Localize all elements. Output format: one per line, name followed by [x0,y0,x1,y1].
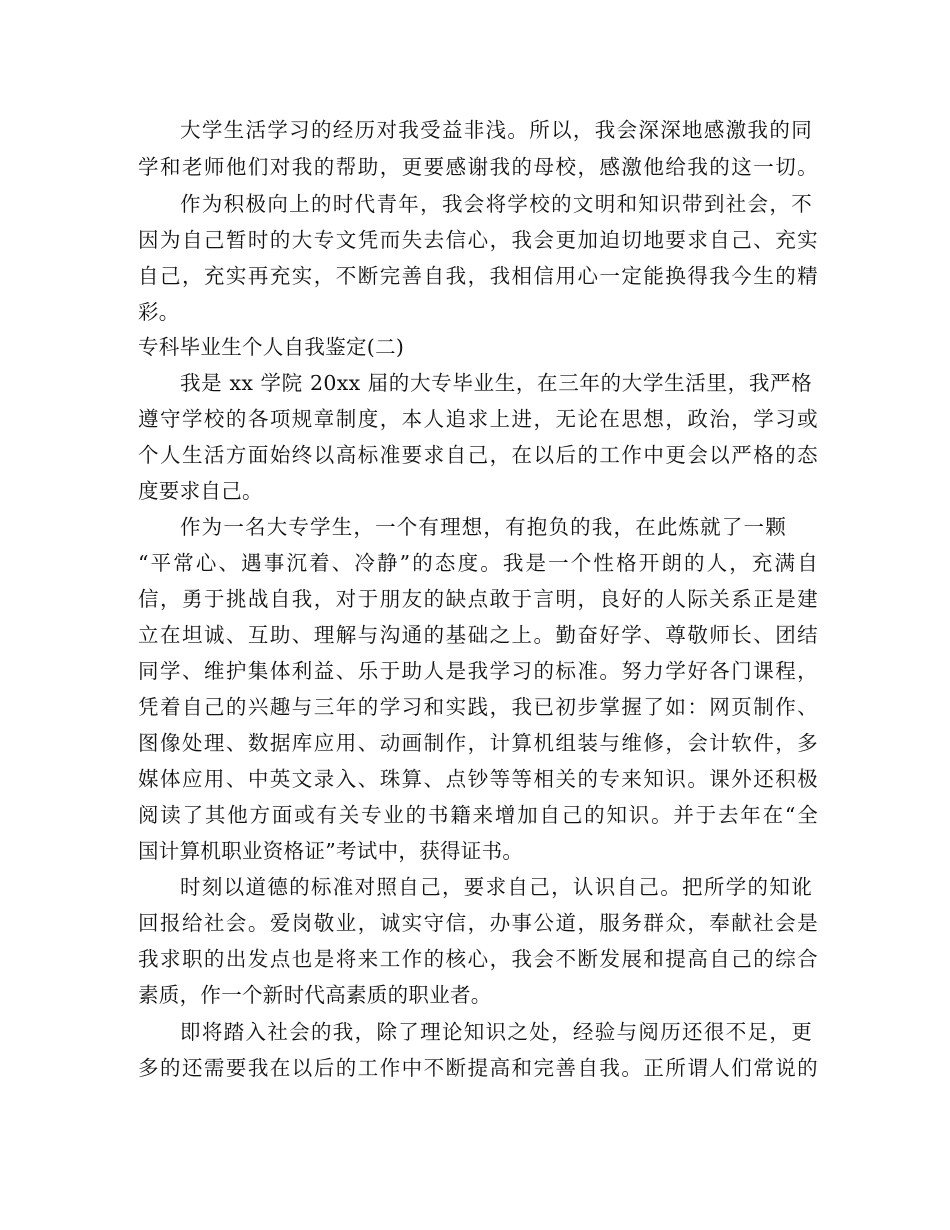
text-line: 作为积极向上的时代青年，我会将学校的文明和知识带到社会，不 [180,192,812,216]
text-line: 立在坦诚、互助、理解与沟通的基础之上。勤奋好学、尊敬师长、团结 [138,623,818,647]
text-line: 彩。 [138,300,180,324]
text-line: 同学、维护集体利益、乐于助人是我学习的标准。努力学好各门课程， [138,659,818,683]
text-line: 个人生活方面始终以高标准要求自己，在以后的工作中更会以严格的态 [138,443,818,467]
text-line: 阅读了其他方面或有关专业的书籍来增加自己的知识。并于去年在“全 [138,803,818,827]
text-line: 学和老师他们对我的帮助，更要感谢我的母校，感激他给我的这一切。 [138,155,818,179]
text-line: 多的还需要我在以后的工作中不断提高和完善自我。正所谓人们常说的 [138,1056,818,1080]
text-line: 大学生活学习的经历对我受益非浅。所以，我会深深地感激我的同 [180,118,812,142]
text-line: 回报给社会。爱岗敬业，诚实守信，办事公道，服务群众，奉献社会是 [138,911,818,935]
text-line: 我求职的出发点也是将来工作的核心，我会不断发展和提高自己的综合 [138,947,818,971]
text-line: 素质，作一个新时代高素质的职业者。 [138,983,492,1007]
text-line: 图像处理、数据库应用、动画制作，计算机组装与维修，会计软件，多 [138,731,818,755]
text-line: 自己，充实再充实，不断完善自我，我相信用心一定能换得我今生的精 [138,264,818,288]
text-line: 我是 xx 学院 20xx 届的大专毕业生，在三年的大学生活里，我严格 [180,371,812,395]
text-line: 媒体应用、中英文录入、珠算、点钞等等相关的专来知识。课外还积极 [138,767,818,791]
text-line: 时刻以道德的标准对照自己，要求自己，认识自己。把所学的知讹 [180,875,812,899]
text-line: 国计算机职业资格证”考试中，获得证书。 [138,839,524,863]
text-line: 因为自己暂时的大专文凭而失去信心，我会更加迫切地要求自己、充实 [138,228,818,252]
text-line: 即将踏入社会的我，除了理论知识之处，经验与阅历还很不足，更 [180,1020,812,1044]
text-line: 作为一名大专学生，一个有理想，有抱负的我，在此炼就了一颗 [180,515,786,539]
section-heading: 专科毕业生个人自我鉴定(二) [138,335,405,359]
text-line: 凭着自己的兴趣与三年的学习和实践，我已初步掌握了如：网页制作、 [138,695,818,719]
text-line: “平常心、遇事沉着、冷静”的态度。我是一个性格开朗的人，充满自 [138,551,818,575]
text-line: 信，勇于挑战自我，对于朋友的缺点敢于言明，良好的人际关系正是建 [138,587,818,611]
text-line: 度要求自己。 [138,479,263,503]
text-line: 遵守学校的各项规章制度，本人追求上进，无论在思想，政治，学习或 [138,407,818,431]
